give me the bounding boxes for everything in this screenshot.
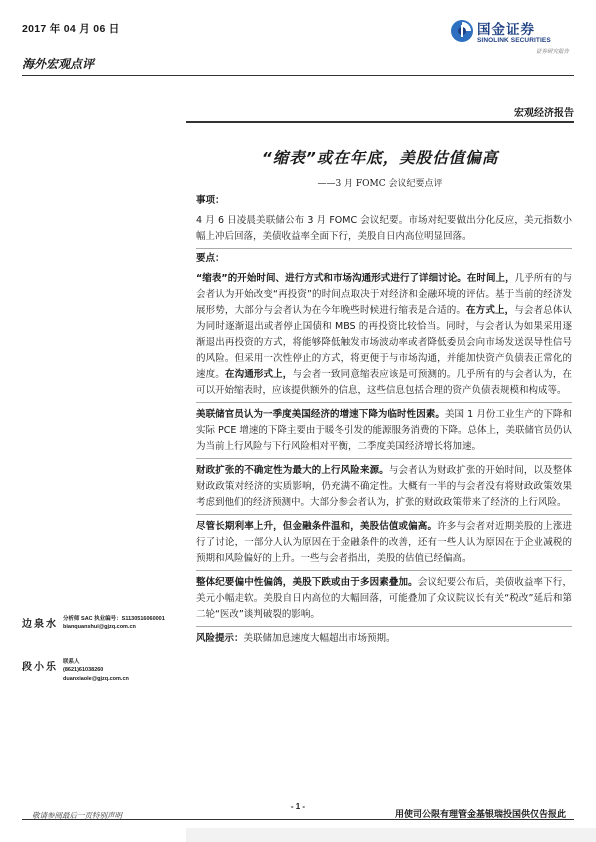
paragraph-divider [196, 458, 572, 459]
point-overall-tone-lead: 整体纪要偏中性偏鸽，美股下跌或由于多因素叠加。 [196, 577, 418, 588]
risk-warning-text: 美联储加息速度大幅超出市场预期。 [243, 633, 396, 644]
analyst-email[interactable]: bianquanshui@gjzq.com.cn [63, 624, 136, 630]
point-balance-sheet-lead: “缩表”的开始时间、进行方式和市场沟通形式进行了详细讨论。在时间上， [196, 273, 515, 284]
analyst-phone: (8621)61038260 [63, 667, 104, 673]
point-balance-sheet [196, 271, 572, 399]
point-fiscal-risk-text: 与会者认为财政扩张的开始时间，以及整体财政政策对经济的实质影响，仍充满不确定性。大概有一半的与会者没有将财政政策效果考虑到他们的经济预测中。大部分参会者认为，扩张的财政政策带来了经济的上行风险。 [196, 465, 572, 508]
point-overall-tone [196, 575, 572, 623]
events-paragraph: 4 月 6 日凌晨美联储公布 3 月 FOMC 会议纪要。市场对纪要做出分化反应，美元指数小幅上冲后回落，美债收益率全面下行，美股自日内高位明显回落。 [196, 215, 572, 242]
point-fiscal-risk-lead: 财政扩张的不确定性为最大的上行风险来源。 [196, 465, 389, 476]
paragraph-divider [196, 570, 572, 571]
watermark-strip [186, 828, 596, 842]
logo-mark-icon [450, 19, 474, 43]
disclaimer-note: 敬请参阅最后一页特别声明 [32, 811, 122, 820]
point-equity-valuation-lead: 尽管长期利率上升，但金融条件温和，美股估值或偏高。 [196, 521, 438, 532]
usage-watermark: 用使司公限有理管金基银瑞投国供仅告报此 [394, 810, 566, 820]
analyst-name: 段小乐 [22, 662, 58, 673]
logo-text-en: SINOLINK SECURITIES [477, 37, 551, 44]
paragraph-divider [196, 514, 572, 515]
report-subtitle: ——3 月 FOMC 会议纪要点评 [317, 179, 443, 189]
logo-text-cn: 国金证券 [477, 22, 535, 38]
report-date: 2017 年 04 月 06 日 [22, 23, 120, 35]
analyst-role: 分析师 SAC 执业编号：S1130516060001 [63, 616, 165, 622]
analyst-list [22, 612, 187, 698]
point-equity-valuation [196, 519, 572, 567]
point-balance-sheet-c: 与会者一致同意缩表应该是可预测的。几乎所有的与会者认为，在可以开始缩表时，应该提供额外的信息，这些信息包括合理的资产负债表规模和构成等。 [196, 369, 572, 396]
risk-warning-lead: 风险提示： [196, 633, 244, 644]
analyst-card [22, 612, 187, 646]
points-heading: 要点： [196, 253, 225, 264]
point-q1-growth [196, 407, 572, 455]
report-title: “缩表”或在年底，美股估值偏高 [261, 149, 499, 167]
paragraph-divider [196, 248, 572, 249]
title-divider [186, 121, 574, 123]
page-number: - 1 - [290, 802, 306, 811]
company-logo [450, 18, 580, 58]
point-q1-growth-lead: 美联储官员认为一季度美国经济的增速下降为临时性因素。 [196, 409, 445, 420]
report-type-label: 宏观经济报告 [514, 108, 574, 119]
report-body [196, 193, 572, 647]
point-equity-valuation-text: 许多与会者对近期美股的上涨进行了讨论，一部分人认为原因在于金融条件的改善，还有一些人认为原因在于企业减税的预期和风险偏好的上升。一些与会者指出，美股的估值已经偏高。 [196, 521, 572, 564]
events-heading: 事项： [196, 195, 225, 206]
section-title: 海外宏观点评 [22, 57, 95, 71]
point-balance-sheet-b-lead: 在方式上， [466, 305, 515, 316]
point-q1-growth-text: 美国 1 月份工业生产的下降和实际 PCE 增速的下降主要由于暖冬引发的能源服务消费的下降。总体上，美联储官员仍认为当前上行风险与下行风险相对平衡，二季度美国经济增长将加速。 [196, 409, 572, 452]
paragraph-divider [196, 626, 572, 627]
header-divider [22, 75, 574, 76]
point-balance-sheet-b: 与会者总体认为同时逐渐退出或者停止国债和 MBS 的再投资比较恰当。同时，与会者认为如果采用逐渐退出再投资的方式，将能够降低触发市场波动率或者降低委员会向市场发送误导性信号的风险。但采用一次性停止的方式，将更便于与市场沟通，并能加快资产负债表正常化的速度。 [196, 305, 572, 380]
analyst-email[interactable]: duanxiaole@gjzq.com.cn [63, 676, 129, 682]
paragraph-divider [196, 402, 572, 403]
analyst-card [22, 655, 187, 689]
point-balance-sheet-a: 几乎所有的与会者认为开始改变“再投资”的时间点取决于对经济和金融环境的评估。基于当前的经济发展形势，大部分与会者认为在今年晚些时候进行缩表是合适的。 [196, 273, 572, 316]
point-overall-tone-text: 会议纪要公布后，美债收益率下行，美元小幅走软。美股自日内高位的大幅回落，可能叠加了众议院议长有关“税改”延后和第二轮“医改”谈判破裂的影响。 [196, 577, 572, 620]
point-balance-sheet-c-lead: 在沟通形式上， [224, 369, 293, 380]
analyst-name: 边泉水 [22, 619, 58, 630]
logo-subtitle: 证券研究报告 [536, 49, 570, 55]
point-fiscal-risk [196, 463, 572, 511]
risk-warning [196, 631, 572, 647]
analyst-role: 联系人 [63, 659, 80, 665]
